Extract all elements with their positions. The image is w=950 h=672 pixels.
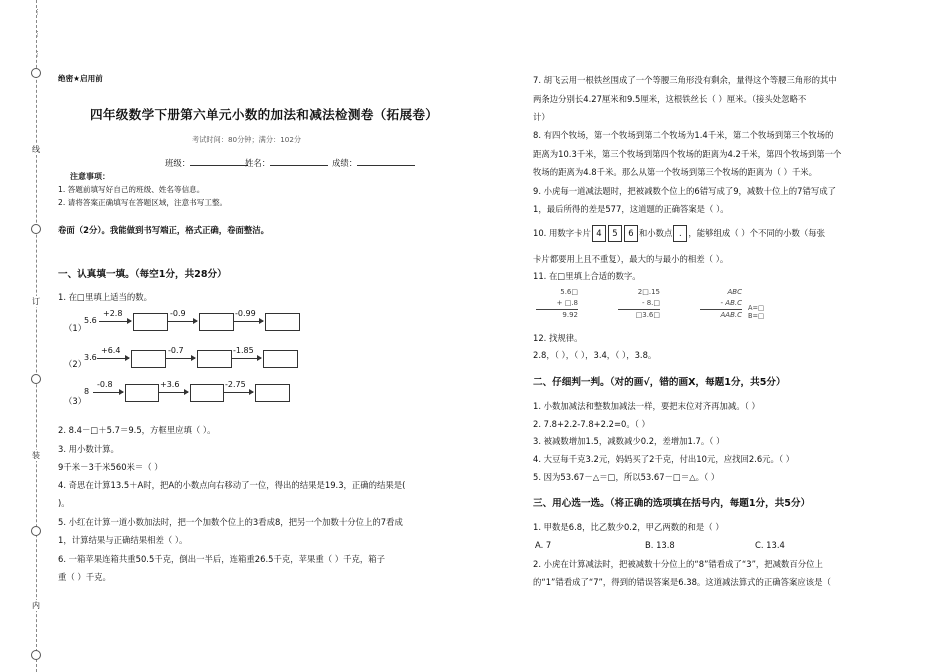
judge-item: 3. 被减数增加1.5，减数减少0.2，差增加1.7。（ ） (533, 436, 725, 446)
chain-op: -0.99 (235, 309, 256, 318)
binding-dots: ⋮ (34, 50, 41, 58)
question-6-cont: 重（ ）千克。 (58, 572, 111, 582)
question-8-cont: 距离为10.3千米，第三个牧场到第四个牧场的距离为4.2千米，第四个牧场到第一个 (533, 149, 842, 159)
answer-box[interactable] (190, 384, 224, 402)
question-11: 11. 在□里填上合适的数字。 (533, 271, 641, 281)
chain-label: （1） (64, 323, 87, 333)
answer-box[interactable] (265, 313, 300, 331)
binding-char-ding: 订 (32, 297, 40, 306)
digit-card: 4 (592, 225, 606, 242)
class-blank[interactable] (190, 156, 248, 166)
chain-label: （2） (64, 359, 87, 369)
chain-start: 8 (84, 387, 90, 396)
question-9-cont: 1，最后所得的差是577，这道题的正确答案是（ ）。 (533, 204, 729, 214)
binding-char-xian: 线 (32, 145, 40, 154)
chain-op: -0.9 (170, 309, 186, 318)
question-6: 6. 一箱苹果连箱共重50.5千克，倒出一半后，连箱重26.5千克，苹果重（ ）千克，箱子 (58, 554, 385, 564)
question-3-content: 9千米－3千米560米＝（ ） (58, 462, 163, 472)
chain-op: +6.4 (101, 346, 121, 355)
judge-item: 2. 7.8+2.2-7.8+2.2=0。（ ） (533, 419, 650, 429)
chain-arrow (97, 358, 129, 359)
choice-option-b[interactable]: B. 13.8 (645, 540, 675, 550)
judge-item: 4. 大豆每千克3.2元，妈妈买了2千克，付出10元，应找回2.6元。（ ） (533, 454, 795, 464)
chain-start: 5.6 (84, 316, 97, 325)
class-label: 班级： (165, 158, 191, 168)
binding-hole (31, 374, 41, 384)
chain-op: -2.75 (225, 380, 246, 389)
class-field[interactable] (165, 156, 248, 170)
question-10-cont: 卡片都要用上且不重复），最大的与最小的相差（ ）。 (533, 254, 729, 264)
calc-ab-values (748, 304, 764, 320)
answer-box[interactable] (133, 313, 168, 331)
exam-info: 考试时间：80分钟；满分：102分 (192, 135, 302, 144)
name-field[interactable] (245, 156, 328, 170)
calc-line: 5.6□ (560, 288, 578, 296)
q10-pre: 10. 用数字卡片 (533, 228, 591, 238)
question-10 (533, 225, 825, 242)
question-7-cont: 两条边分别长4.27厘米和9.5厘米，这根铁丝长（ ）厘米。（接头处忽略不 (533, 94, 807, 104)
neatness-line: 卷面（2分）。我能做到书写端正，格式正确，卷面整洁。 (58, 225, 270, 235)
digit-card: 5 (608, 225, 622, 242)
chain-start: 3.6 (84, 353, 97, 362)
binding-hole (31, 526, 41, 536)
calc-line: 2□.15 (637, 288, 660, 296)
question-4-cont: )。 (58, 498, 70, 508)
vertical-calc-1 (536, 287, 578, 321)
calc-result: 9.92 (536, 309, 578, 321)
answer-box[interactable] (197, 350, 232, 368)
question-5-cont: 1，计算结果与正确结果相差（ ）。 (58, 535, 188, 545)
chain-arrow (233, 321, 263, 322)
calc-b: B=□ (748, 312, 765, 320)
judge-item: 5. 因为53.67－△＝□，所以53.67－□＝△。（ ） (533, 472, 720, 482)
calc-line: - AB.C (720, 299, 742, 307)
binding-dots: ⋮ (34, 8, 41, 16)
question-12-cont: 2.8，（ ），（ ），3.4，（ ），3.8。 (533, 350, 657, 360)
calc-line: + □.8 (556, 299, 578, 307)
chain-arrow (93, 392, 123, 393)
calc-a: A=□ (748, 304, 765, 312)
q10-mid: 和小数点 (638, 228, 673, 238)
question-4: 4. 奇思在计算13.5＋A时，把A的小数点向右移动了一位，得出的结果是19.3，正确的结果是( (58, 480, 406, 490)
chain-label: （3） (64, 396, 87, 406)
answer-box[interactable] (199, 313, 234, 331)
decimal-point-card: . (673, 225, 687, 242)
score-blank[interactable] (357, 156, 415, 166)
binding-dots: ⋮ (34, 30, 41, 38)
choice-question-1: 1. 甲数是6.8，比乙数少0.2，甲乙两数的和是（ ） (533, 522, 724, 532)
calc-result: AAB.C (700, 309, 742, 321)
choice-option-c[interactable]: C. 13.4 (755, 540, 785, 550)
judge-item: 1. 小数加减法和整数加减法一样，要把末位对齐再加减。（ ） (533, 401, 760, 411)
chain-op: +2.8 (103, 309, 123, 318)
calc-result: □3.6□ (618, 309, 660, 321)
question-8: 8. 有四个牧场，第一个牧场到第二个牧场为1.4千米，第二个牧场到第三个牧场的 (533, 130, 834, 140)
chain-op: -0.8 (97, 380, 113, 389)
notes-title: 注意事项： (70, 172, 110, 181)
question-8-cont: 牧场的距离为4.8千米。那么从第一个牧场到第三个牧场的距离为（ ）千米。 (533, 167, 817, 177)
question-2: 2. 8.4－□＋5.7＝9.5，方框里应填（ ）。 (58, 425, 216, 435)
chain-arrow (223, 392, 253, 393)
question-9: 9. 小虎每一道减法题时，把被减数个位上的6错写成了9，减数十位上的7错写成了 (533, 186, 837, 196)
score-label: 成绩： (332, 158, 358, 168)
question-7-cont: 计） (533, 112, 550, 122)
note-item: 1. 答题前填写好自己的班级、姓名等信息。 (58, 185, 205, 194)
chain-arrow (99, 321, 131, 322)
chain-arrow (158, 392, 188, 393)
question-3: 3. 用小数计算。 (58, 444, 119, 454)
page-title: 四年级数学下册第六单元小数的加法和减法检测卷（拓展卷） (90, 107, 439, 122)
name-blank[interactable] (270, 156, 328, 166)
vertical-calc-3 (700, 287, 742, 321)
binding-line (36, 0, 37, 672)
q10-post: ，能够组成（ ）个不同的小数（每张 (688, 228, 826, 238)
vertical-calc-2 (618, 287, 660, 321)
chain-op: -0.7 (168, 346, 184, 355)
section1-title: 一、认真填一填。（每空1分，共28分） (58, 269, 227, 280)
binding-char-zhuang: 装 (32, 451, 40, 460)
question-5: 5. 小红在计算一道小数加法时，把一个加数个位上的3看成8，把另一个加数十分位上的7看成 (58, 517, 403, 527)
choice-question-2: 2. 小虎在计算减法时，把被减数十分位上的“8”错看成了“3”，把减数百分位上 (533, 559, 823, 569)
binding-hole (31, 224, 41, 234)
chain-arrow (231, 358, 261, 359)
chain-op: -1.85 (233, 346, 254, 355)
answer-box[interactable] (263, 350, 298, 368)
question-12: 12. 找规律。 (533, 333, 583, 343)
choice-option-a[interactable]: A. 7 (535, 540, 552, 550)
section2-title: 二、仔细判一判。（对的画√，错的画X，每题1分，共5分） (533, 377, 786, 388)
note-item: 2. 请将答案正确填写在答题区域，注意书写工整。 (58, 198, 228, 207)
name-label: 姓名： (245, 158, 271, 168)
section3-title: 三、用心选一选。（将正确的选项填在括号内，每题1分，共5分） (533, 498, 811, 509)
binding-hole (31, 650, 41, 660)
chain-arrow (167, 321, 197, 322)
question-7: 7. 胡飞云用一根铁丝围成了一个等腰三角形没有剩余，量得这个等腰三角形的其中 (533, 75, 837, 85)
chain-op: +3.6 (160, 380, 180, 389)
answer-box[interactable] (255, 384, 290, 402)
calc-line: ABC (727, 288, 742, 296)
answer-box[interactable] (131, 350, 166, 368)
chain-arrow (165, 358, 195, 359)
binding-hole (31, 68, 41, 78)
score-field[interactable] (332, 156, 415, 170)
digit-card: 6 (624, 225, 638, 242)
binding-char-nei: 内 (32, 601, 40, 610)
question-1: 1. 在□里填上适当的数。 (58, 292, 152, 302)
calc-line: - 8.□ (641, 299, 660, 307)
secret-label: 绝密★启用前 (58, 74, 103, 83)
answer-box[interactable] (125, 384, 159, 402)
choice-question-2-cont: 的“1”错看成了“7”，得到的错误答案是6.38。这道减法算式的正确答案应该是（ (533, 577, 831, 587)
